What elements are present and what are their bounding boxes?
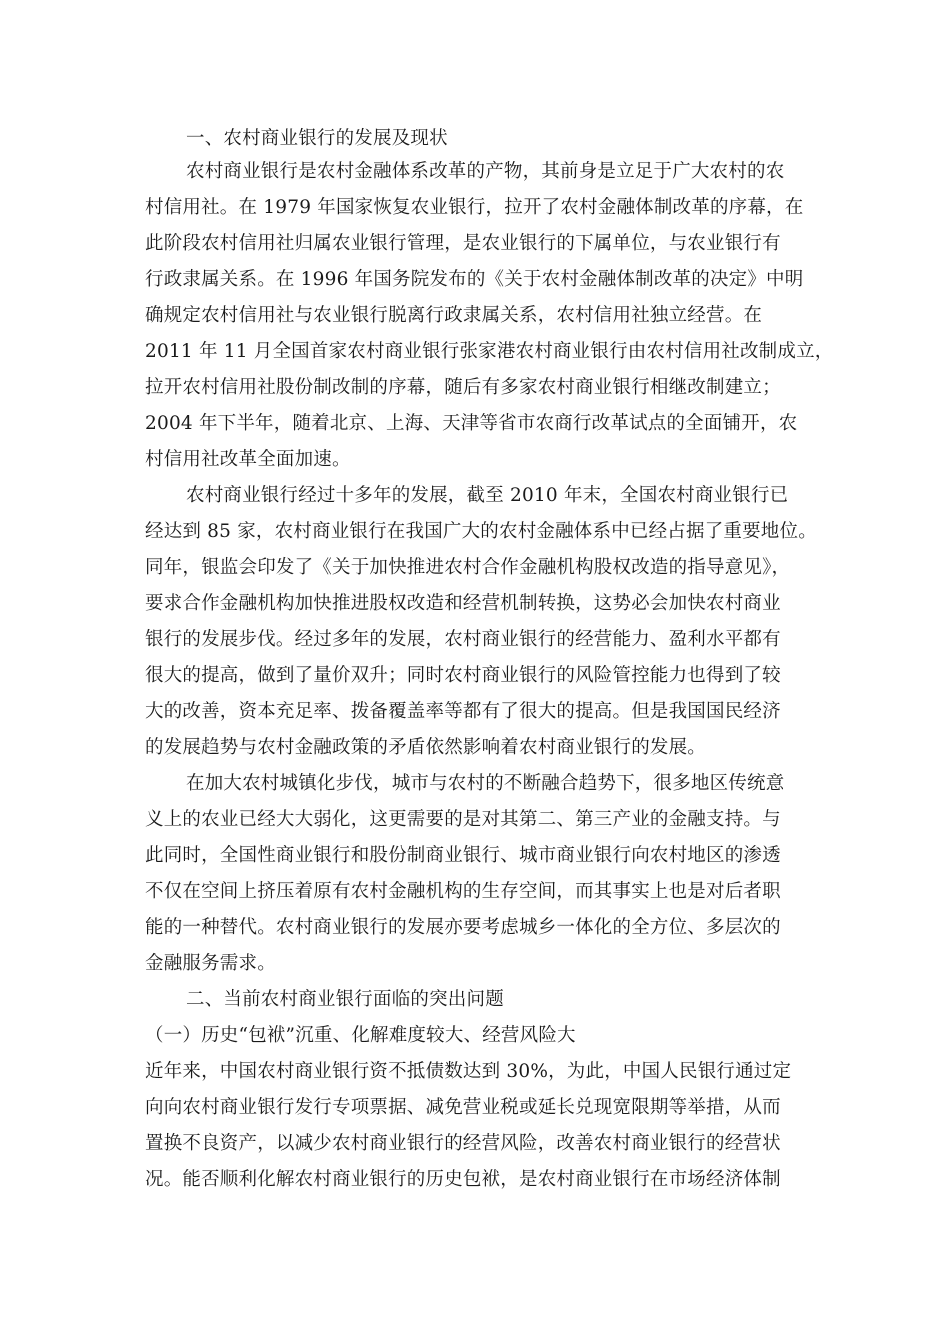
paragraph-line: 置换不良资产，以减少农村商业银行的经营风险，改善农村商业银行的经营状 [145,1133,781,1154]
paragraph-line: 的发展趋势与农村金融政策的矛盾依然影响着农村商业银行的发展。 [145,737,707,758]
paragraph-line: 2004 年下半年，随着北京、上海、天津等省市农商行改革试点的全面铺开，农 [145,413,798,434]
paragraph-line: 农村商业银行是农村金融体系改革的产物，其前身是立足于广大农村的农 [186,161,785,182]
paragraph-line: 同年，银监会印发了《关于加快推进农村合作金融机构股权改造的指导意见》， [145,557,791,578]
subsection-heading: （一）历史“包袱”沉重、化解难度较大、经营风险大 [145,1025,576,1046]
paragraph-line: 确规定农村信用社与农业银行脱离行政隶属关系，农村信用社独立经营。在 [145,305,763,326]
paragraph-line: 拉开农村信用社股份制改制的序幕，随后有多家农村商业银行相继改制建立； [145,377,781,398]
paragraph-line: 大的改善，资本充足率、拨备覆盖率等都有了很大的提高。但是我国国民经济 [145,701,781,722]
paragraph-line: 能的一种替代。农村商业银行的发展亦要考虑城乡一体化的全方位、多层次的 [145,917,781,938]
paragraph-line: 行政隶属关系。在 1996 年国务院发布的《关于农村金融体制改革的决定》中明 [145,269,804,290]
paragraph-line: 农村商业银行经过十多年的发展，截至 2010 年末，全国农村商业银行已 [186,485,789,506]
paragraph-line: 要求合作金融机构加快推进股权改造和经营机制转换，这势必会加快农村商业 [145,593,781,614]
paragraph-line: 近年来，中国农村商业银行资不抵债数达到 30%，为此，中国人民银行通过定 [145,1061,792,1082]
paragraph-line: 不仅在空间上挤压着原有农村金融机构的生存空间，而其事实上也是对后者职 [145,881,781,902]
paragraph-line: 村信用社。在 1979 年国家恢复农业银行，拉开了农村金融体制改革的序幕，在 [145,197,804,218]
paragraph-line: 村信用社改革全面加速。 [145,449,351,470]
paragraph-line: 此阶段农村信用社归属农业银行管理，是农业银行的下属单位，与农业银行有 [145,233,781,254]
paragraph-line: 金融服务需求。 [145,953,276,974]
paragraph-line: 义上的农业已经大大弱化，这更需要的是对其第二、第三产业的金融支持。与 [145,809,781,830]
paragraph-line: 向向农村商业银行发行专项票据、减免营业税或延长兑现宽限期等举措，从而 [145,1097,781,1118]
paragraph-line: 况。能否顺利化解农村商业银行的历史包袱，是农村商业银行在市场经济体制 [145,1169,781,1190]
paragraph-line: 银行的发展步伐。经过多年的发展，农村商业银行的经营能力、盈利水平都有 [145,629,781,650]
section-1-heading: 一、农村商业银行的发展及现状 [186,128,448,149]
paragraph-line: 在加大农村城镇化步伐，城市与农村的不断融合趋势下，很多地区传统意 [186,773,785,794]
paragraph-line: 经达到 85 家，农村商业银行在我国广大的农村金融体系中已经占据了重要地位。 [145,521,817,542]
paragraph-line: 2011 年 11 月全国首家农村商业银行张家港农村商业银行由农村信用社改制成立， [145,341,834,362]
paragraph-line: 此同时，全国性商业银行和股份制商业银行、城市商业银行向农村地区的渗透 [145,845,781,866]
section-2-heading: 二、当前农村商业银行面临的突出问题 [186,989,504,1010]
paragraph-line: 很大的提高，做到了量价双升；同时农村商业银行的风险管控能力也得到了较 [145,665,781,686]
